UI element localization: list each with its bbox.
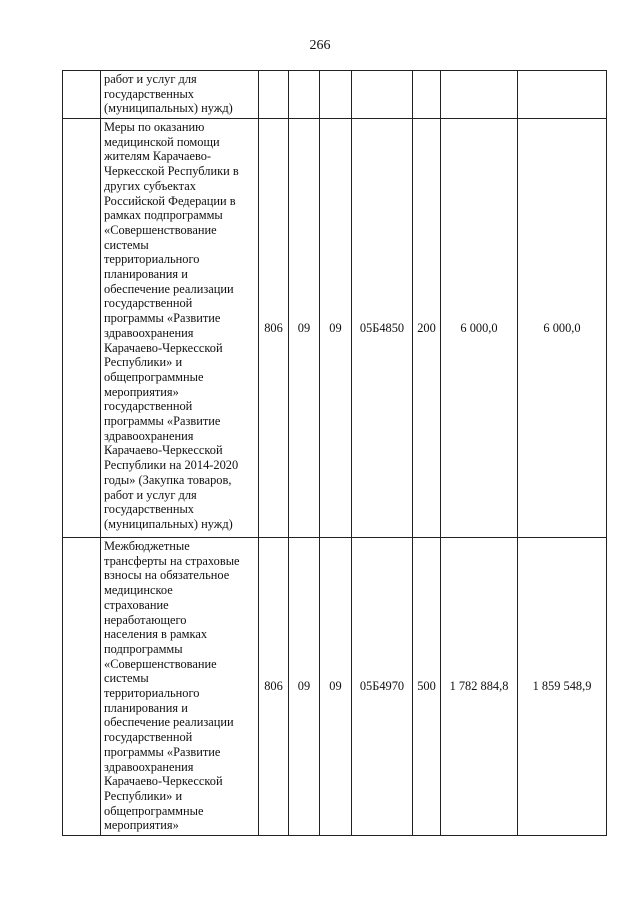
description-cell: Межбюджетные трансферты на страховые взносы на обязательное медицинское страхование неработающего населения в рамках подпрограммы «Совершенствование системы территориального планирования и обеспечение реализации государственной программы «Развитие здравоохранения Карачаево-Черкесской Республики» и общепрограммные мероприятия» xyxy=(101,538,259,836)
table-row xyxy=(63,538,607,836)
subsection-code-cell: 09 xyxy=(320,119,352,538)
amount-1-cell xyxy=(441,71,518,119)
ministry-code-cell: 806 xyxy=(259,538,289,836)
expense-type-cell xyxy=(413,71,441,119)
budget-table xyxy=(62,70,607,836)
section-code-cell xyxy=(289,71,320,119)
table-row xyxy=(63,119,607,538)
table-row xyxy=(63,71,607,119)
row-number-cell xyxy=(63,538,101,836)
amount-2-cell xyxy=(518,71,607,119)
row-number-cell xyxy=(63,71,101,119)
subsection-code-cell: 09 xyxy=(320,538,352,836)
amount-2-cell: 6 000,0 xyxy=(518,119,607,538)
description-cell: работ и услуг для государственных (муниципальных) нужд) xyxy=(101,71,259,119)
ministry-code-cell xyxy=(259,71,289,119)
ministry-code-cell: 806 xyxy=(259,119,289,538)
target-article-cell xyxy=(352,71,413,119)
row-number-cell xyxy=(63,119,101,538)
amount-1-cell: 1 782 884,8 xyxy=(441,538,518,836)
amount-1-cell: 6 000,0 xyxy=(441,119,518,538)
expense-type-cell: 200 xyxy=(413,119,441,538)
section-code-cell: 09 xyxy=(289,538,320,836)
page-number: 266 xyxy=(309,38,331,53)
target-article-cell: 05Б4970 xyxy=(352,538,413,836)
amount-2-cell: 1 859 548,9 xyxy=(518,538,607,836)
expense-type-cell: 500 xyxy=(413,538,441,836)
description-cell: Меры по оказанию медицинской помощи жителям Карачаево- Черкесской Республики в других субъектах Российской Федерации в рамках подпрограммы «Совершенствование системы территориального планирования и обеспечение реализации государственной программы «Развитие здравоохранения Карачаево-Черкесской Республики» и общепрограммные мероприятия» государственной программы «Развитие здравоохранения Карачаево-Черкесской Республики на 2014-2020 годы» (Закупка товаров, работ и услуг для государственных (муниципальных) нужд) xyxy=(101,119,259,538)
section-code-cell: 09 xyxy=(289,119,320,538)
subsection-code-cell xyxy=(320,71,352,119)
target-article-cell: 05Б4850 xyxy=(352,119,413,538)
